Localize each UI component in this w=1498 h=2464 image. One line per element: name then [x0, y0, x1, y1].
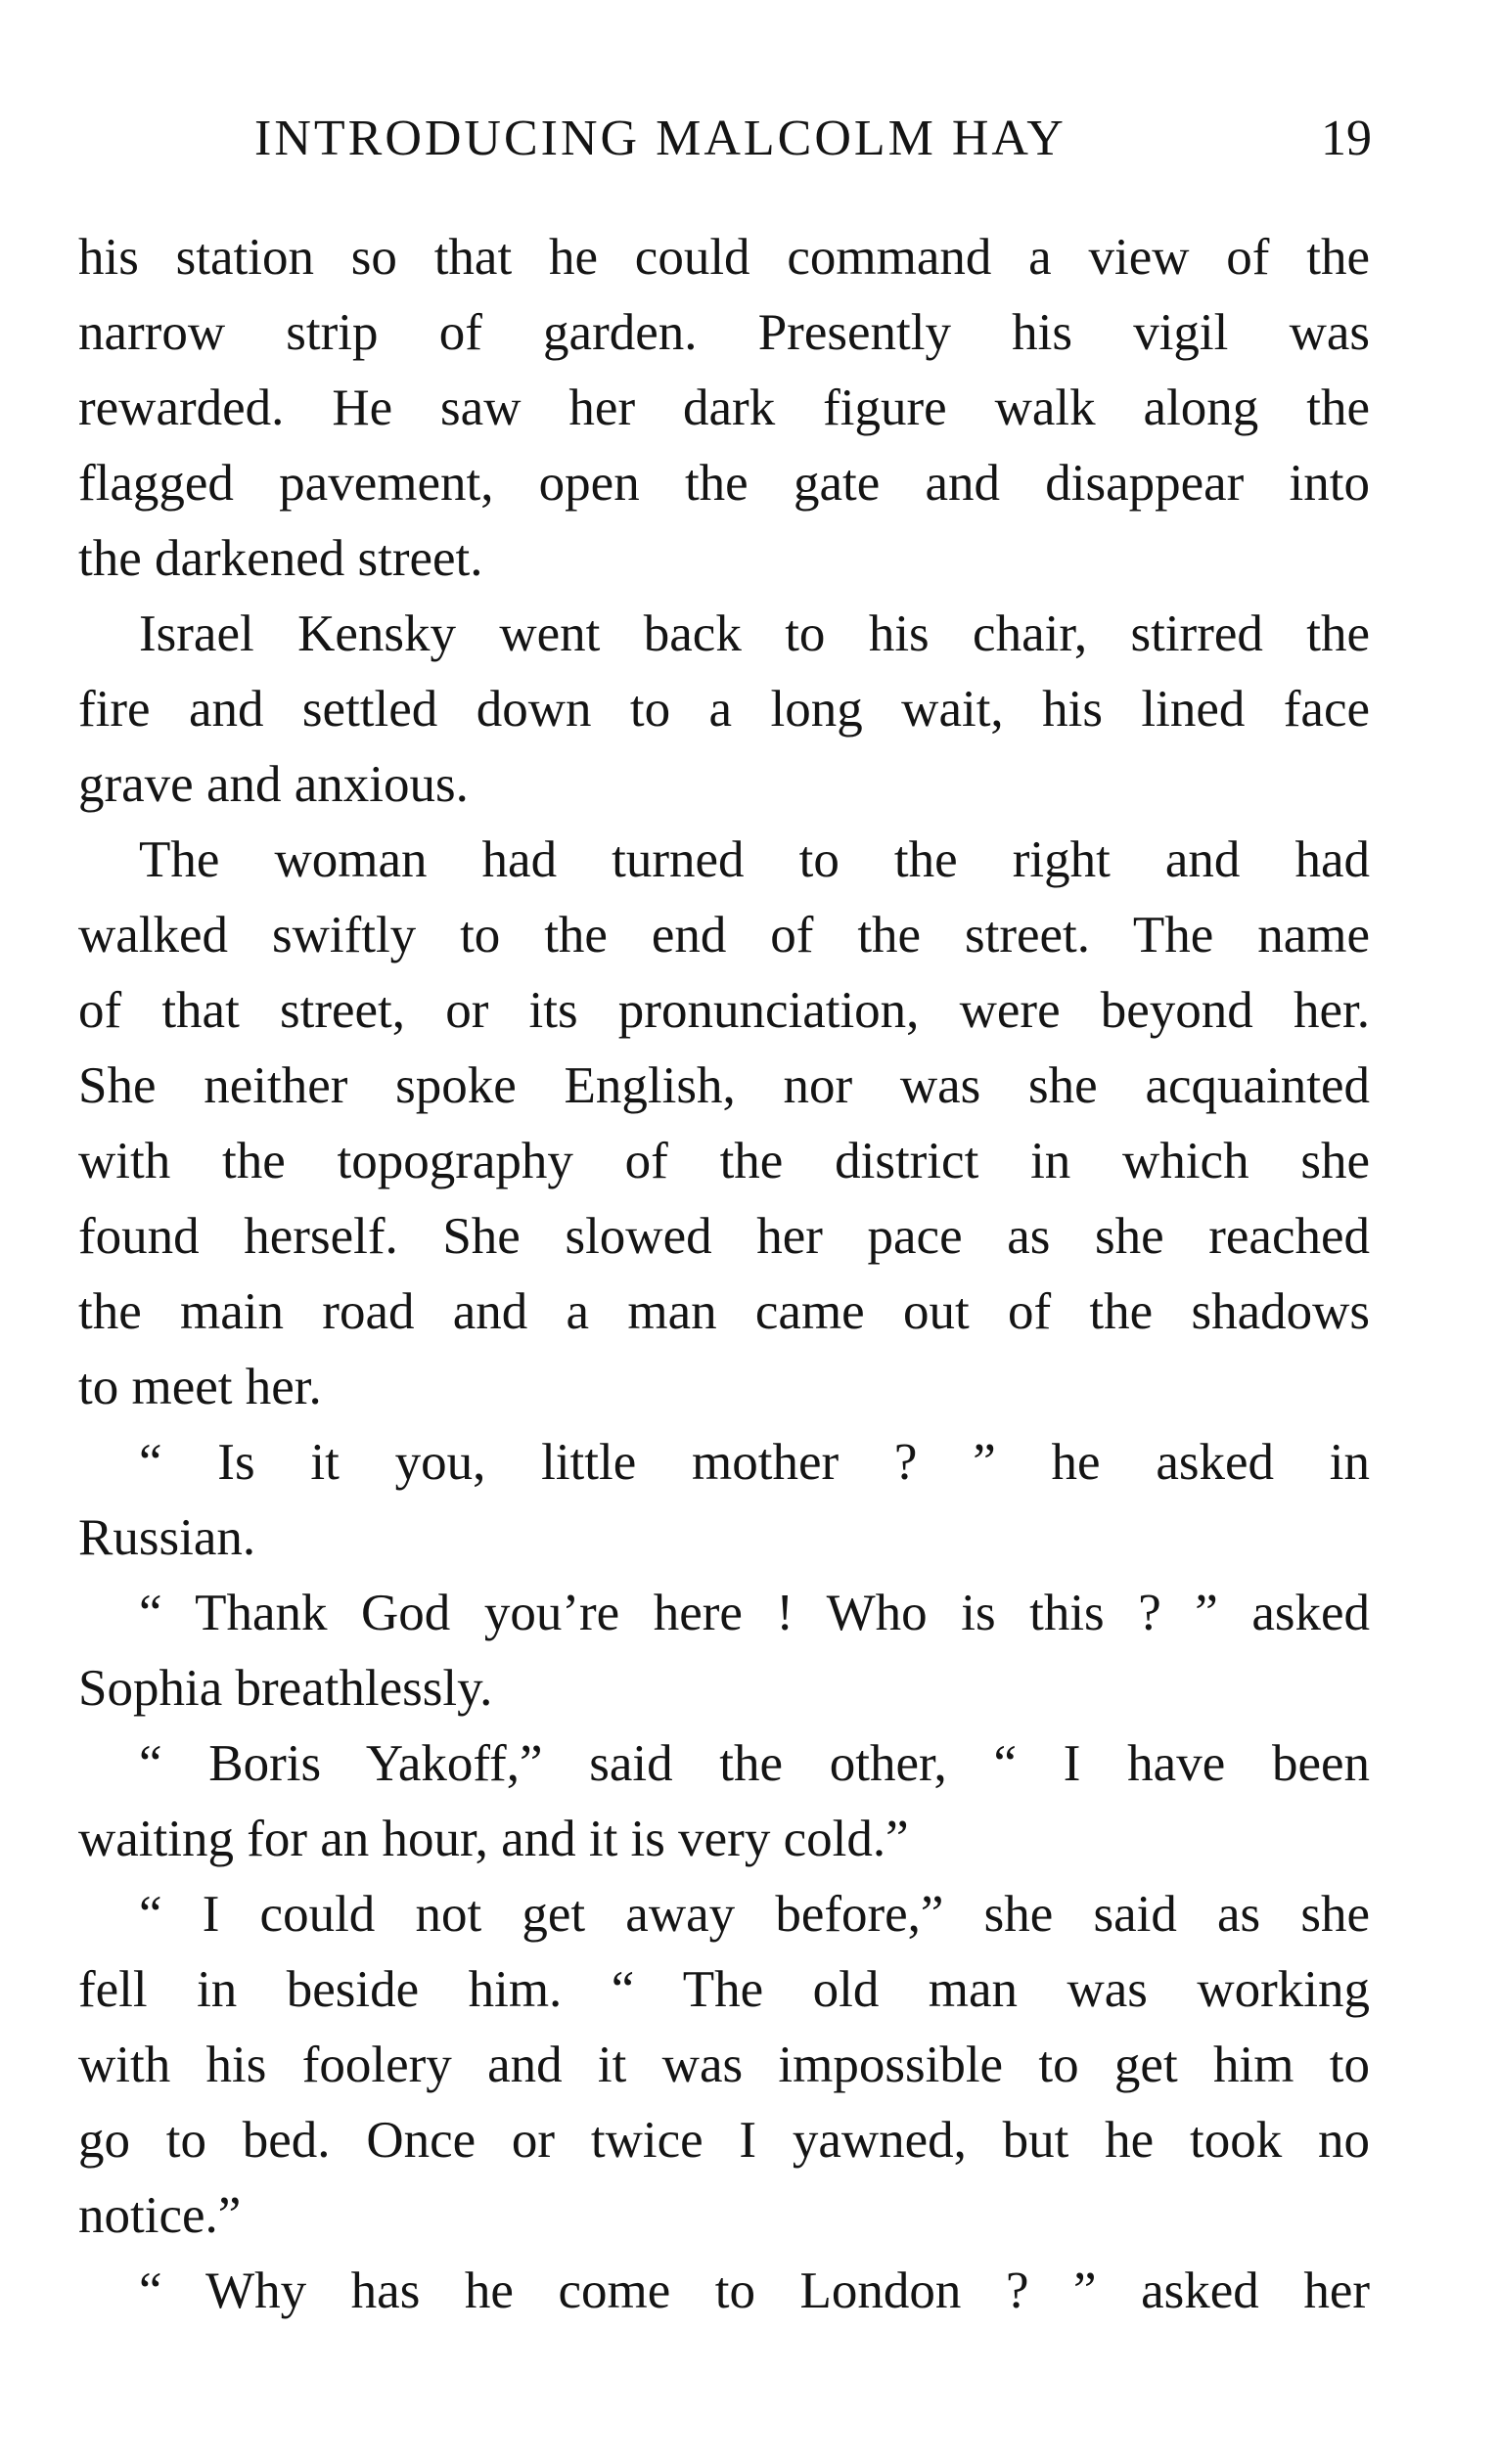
- text-line: his station so that he could command a view of the: [78, 229, 1370, 286]
- text-line: fell in beside him. “ The old man was working: [78, 1961, 1370, 2018]
- text-line: fire and settled down to a long wait, his lined face: [78, 681, 1370, 738]
- text-line: to meet her.: [78, 1359, 322, 1415]
- text-line: of that street, or its pronunciation, were beyond her.: [78, 982, 1370, 1039]
- text-line: with his foolery and it was impossible to get him to: [78, 2037, 1370, 2093]
- text-line: walked swiftly to the end of the street. The name: [78, 907, 1370, 963]
- text-line: the main road and a man came out of the shadows: [78, 1283, 1370, 1340]
- text-line: rewarded. He saw her dark figure walk along the: [78, 380, 1370, 436]
- text-line: go to bed. Once or twice I yawned, but he took no: [78, 2112, 1370, 2169]
- running-title: INTRODUCING MALCOLM HAY: [254, 111, 1067, 166]
- running-head: [78, 98, 1370, 196]
- text-line: notice.”: [78, 2187, 242, 2244]
- text-line: “ Boris Yakoff,” said the other, “ I have been: [139, 1735, 1370, 1792]
- text-line: waiting for an hour, and it is very cold.”: [78, 1811, 909, 1867]
- text-line: She neither spoke English, nor was she acquainted: [78, 1057, 1370, 1114]
- text-line: Israel Kensky went back to his chair, stirred the: [139, 605, 1370, 662]
- text-line: “ Is it you, little mother ? ” he asked in: [139, 1434, 1370, 1491]
- text-line: “ I could not get away before,” she said as she: [139, 1886, 1370, 1943]
- book-page: [78, 98, 1372, 2319]
- text-line: “ Thank God you’re here ! Who is this ? ” asked: [139, 1585, 1370, 1641]
- body-text: [78, 220, 1370, 2329]
- text-line: grave and anxious.: [78, 756, 469, 813]
- text-line: the darkened street.: [78, 530, 483, 587]
- text-line: The woman had turned to the right and had: [139, 831, 1370, 888]
- text-line: found herself. She slowed her pace as she reached: [78, 1208, 1370, 1265]
- text-line: Russian.: [78, 1509, 256, 1566]
- text-line: narrow strip of garden. Presently his vigil was: [78, 304, 1370, 361]
- text-line: with the topography of the district in which she: [78, 1133, 1370, 1189]
- text-line: “ Why has he come to London ? ” asked her: [139, 2262, 1370, 2319]
- page-number: 19: [1321, 111, 1372, 166]
- text-line: Sophia breathlessly.: [78, 1660, 493, 1717]
- text-line: flagged pavement, open the gate and disappear into: [78, 455, 1370, 512]
